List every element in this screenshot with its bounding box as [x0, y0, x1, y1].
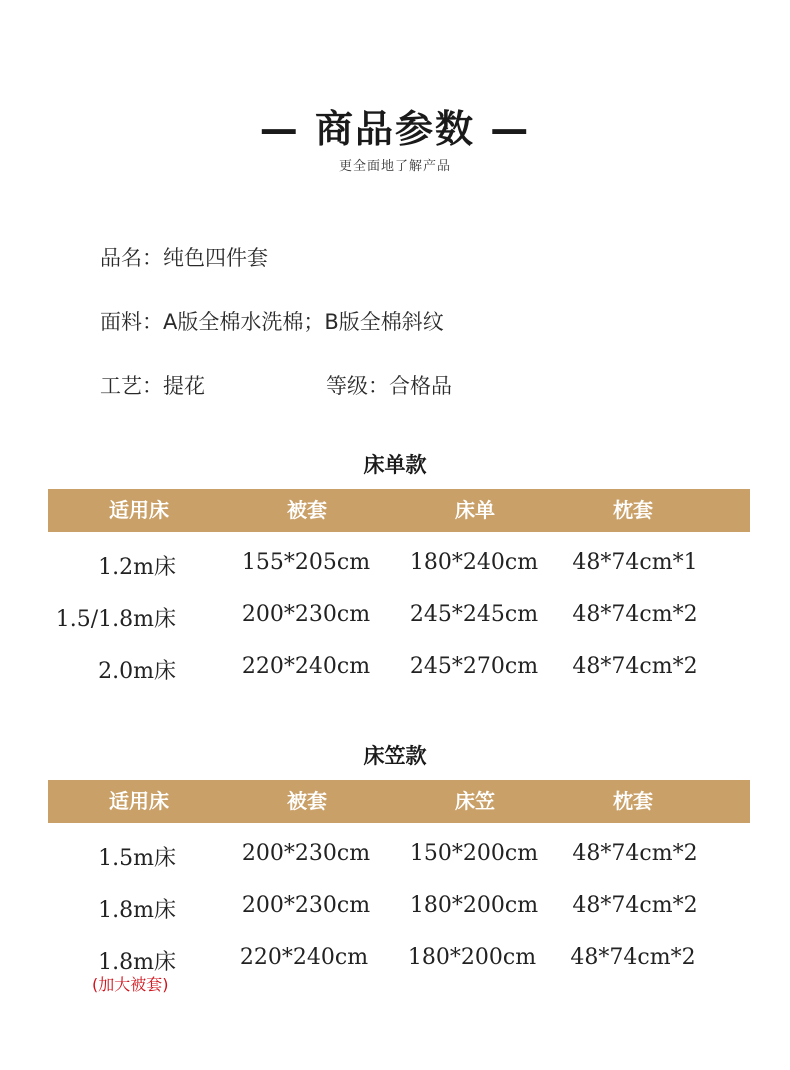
table2-cell: 1.8m床	[98, 950, 176, 975]
product-name: 品名：纯色四件套	[100, 246, 268, 270]
table2-header-pillow: 枕套	[613, 789, 653, 813]
table2-cell: 48*74cm*2	[572, 893, 698, 918]
product-grade: 等级：合格品	[326, 374, 452, 398]
table2-cell: 180*200cm	[407, 945, 537, 970]
table1-header-pillow: 枕套	[613, 498, 653, 522]
table2-header-fitted-sheet: 床笠	[455, 789, 495, 813]
table1-header	[48, 489, 750, 532]
table1-cell: 2.0m床	[98, 659, 176, 684]
table2-cell: 200*230cm	[241, 893, 371, 918]
product-craft: 工艺：提花	[100, 374, 205, 398]
table1-cell: 245*245cm	[409, 602, 539, 627]
table1-cell: 220*240cm	[241, 654, 371, 679]
table2-header	[48, 780, 750, 823]
table2-header-bed: 适用床	[109, 789, 169, 813]
table1-cell: 1.2m床	[98, 555, 176, 580]
page-subtitle: 更全面地了解产品	[338, 159, 451, 174]
table1-header-duvet: 被套	[287, 498, 327, 522]
table2-header-duvet: 被套	[287, 789, 327, 813]
table1-cell: 48*74cm*1	[572, 550, 698, 575]
table2-cell: 1.5m床	[98, 846, 176, 871]
oversize-duvet-note: (加大被套)	[92, 975, 169, 994]
table1-cell: 245*270cm	[409, 654, 539, 679]
table2-cell: 1.8m床	[98, 898, 176, 923]
table1-title: 床单款	[363, 453, 427, 477]
table1-header-sheet: 床单	[455, 498, 495, 522]
table1-cell: 200*230cm	[241, 602, 371, 627]
product-fabric: 面料：A版全棉水洗棉；B版全棉斜纹	[100, 310, 444, 334]
table1-cell: 180*240cm	[409, 550, 539, 575]
table1-cell: 48*74cm*2	[572, 654, 698, 679]
table2-cell: 200*230cm	[241, 841, 371, 866]
table1-cell: 1.5/1.8m床	[55, 607, 176, 632]
table1-cell: 48*74cm*2	[572, 602, 698, 627]
table2-cell: 150*200cm	[409, 841, 539, 866]
table1-cell: 155*205cm	[241, 550, 371, 575]
page-title: — 商品参数 —	[259, 107, 531, 151]
table2-cell: 220*240cm	[239, 945, 369, 970]
table2-title: 床笠款	[363, 744, 427, 768]
table2-cell: 48*74cm*2	[570, 945, 696, 970]
table2-cell: 180*200cm	[409, 893, 539, 918]
table2-cell: 48*74cm*2	[572, 841, 698, 866]
table1-header-bed: 适用床	[109, 498, 169, 522]
